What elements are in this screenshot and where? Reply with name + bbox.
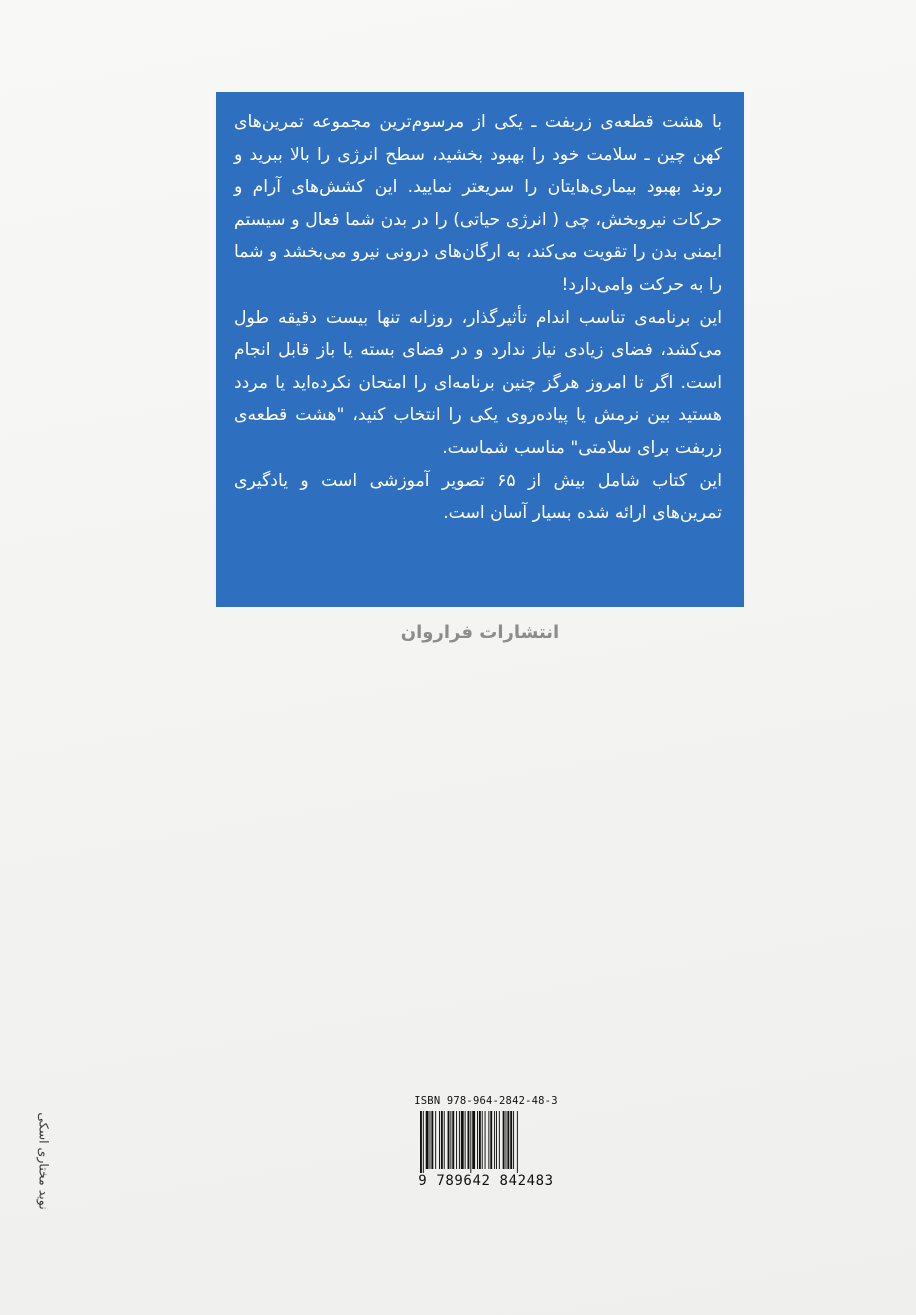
isbn-label: ISBN 978-964-2842-48-3 xyxy=(414,1095,558,1107)
blurb-paragraph-3: این کتاب شامل بیش از ۶۵ تصویر آموزشی است و یادگیری تمرین‌های ارائه شده بسیار آسان است. xyxy=(234,470,722,524)
barcode-bar xyxy=(439,1111,440,1169)
barcode-bar xyxy=(482,1111,483,1169)
barcode-bar xyxy=(441,1111,443,1169)
isbn-barcode-block xyxy=(407,1095,565,1191)
barcode-bar xyxy=(479,1111,481,1169)
barcode-bar xyxy=(510,1111,512,1169)
blurb-box xyxy=(216,92,744,607)
barcode-bar xyxy=(461,1111,464,1169)
barcode-bar xyxy=(499,1111,500,1169)
barcode-bar xyxy=(490,1111,492,1169)
barcode-icon xyxy=(420,1111,552,1173)
barcode-bar xyxy=(430,1111,431,1169)
barcode-bar xyxy=(456,1111,457,1169)
barcode-bar xyxy=(507,1111,509,1169)
barcode-bar xyxy=(468,1111,470,1169)
barcode-bar xyxy=(448,1111,450,1169)
barcode-bar xyxy=(426,1111,429,1169)
publisher-name: انتشارات فراروان xyxy=(400,622,560,643)
barcode-bar xyxy=(450,1111,451,1169)
barcode-bar xyxy=(470,1111,471,1173)
barcode-bar xyxy=(431,1111,433,1169)
barcode-bar xyxy=(494,1111,495,1169)
barcode-bar xyxy=(488,1111,489,1169)
barcode-bar xyxy=(435,1111,436,1169)
blurb-paragraph-2: این برنامه‌ی تناسب اندام تأثیرگذار، روزانه تنها بیست دقیقه طول می‌کشد، فضای زیادی نیاز ندارد و در فضای بسته یا باز قابل انجام است. اگر تا امروز هرگز چنین برنامه‌ای را امتحان نکرده‌اید یا مردد هستید بین نرمش یا پیاده‌روی یکی را انتخاب کنید، "هشت قطعه‌ی زربفت برای سلامتی" مناسب شماست. xyxy=(234,307,722,458)
barcode-bar xyxy=(496,1111,497,1169)
barcode-number: 9 789642 842483 xyxy=(418,1173,554,1189)
barcode-bar xyxy=(459,1111,460,1169)
barcode-bar xyxy=(477,1111,478,1169)
barcode-bar xyxy=(420,1111,422,1173)
barcode-bar xyxy=(423,1111,424,1173)
side-credit-text: نوید مختاری اسکی xyxy=(36,1112,52,1210)
barcode-bar xyxy=(472,1111,475,1169)
side-credit xyxy=(26,1086,62,1236)
barcode-bar xyxy=(506,1111,507,1169)
barcode-bar xyxy=(465,1111,466,1169)
barcode-bar xyxy=(485,1111,486,1169)
barcode-bar xyxy=(517,1111,518,1173)
barcode-bar xyxy=(444,1111,445,1169)
barcode-bar xyxy=(513,1111,514,1169)
barcode-bar xyxy=(452,1111,454,1169)
blurb-paragraph-1: با هشت قطعه‌ی زربفت ـ یکی از مرسوم‌ترین مجموعه تمرین‌های کهن چین ـ سلامت خود را بهبود بخشید، سطح انرژی را بالا ببرید و روند بهبود بیماری‌هایتان را سریعتر نمایید. این کشش‌های آرام و حرکات نیروبخش، چی ( انرژی حیاتی) را در بدن شما فعال و سیستم ایمنی بدن را تقویت می‌کند، به ارگان‌های درونی نیرو می‌بخشد و شما را به حرکت وامی‌دارد! xyxy=(234,112,722,295)
barcode-bar xyxy=(503,1111,505,1169)
